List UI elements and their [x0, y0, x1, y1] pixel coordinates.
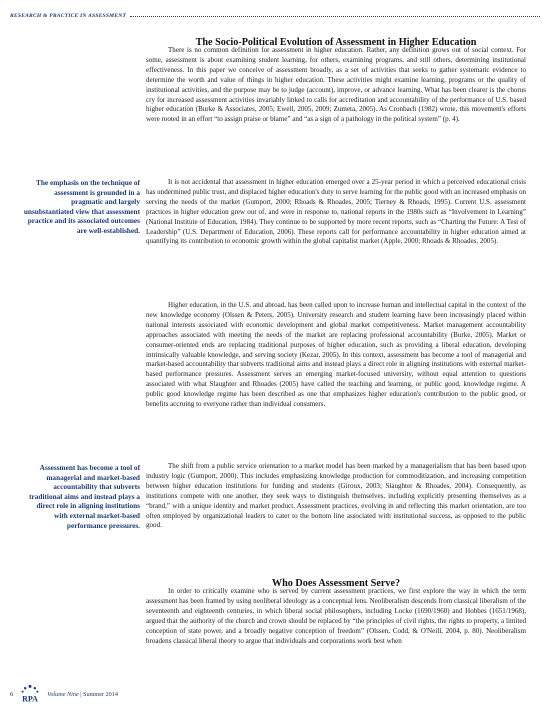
body-paragraph-4: The shift from a public service orientation to a market model has been marked by a managerialism that has been based upon industry logic (Gumport, 2000). This includes emphasizing knowledge production for commoditization, and increasing competition between higher education institutions for funding and students (Giroux, 2003; Slaughter & Rhoades, 2004). Consequently, as institutions compete with one another, they seek ways to distinguish themselves, including explicitly presenting themselves as a “brand,” with a unique identity and market product. Assessment practices, evolving in and reflecting this market orientation, are too often employed by organizational leaders to cater to the bottom line associated with institutional success, as opposed to the public good. — [146, 462, 526, 530]
pull-quote-1: The emphasis on the technique of assessment is grounded in a pragmatic and largely unsubstantiated view that assessment practice and its associated outcomes are well-established. — [23, 178, 140, 235]
section-subheading: Who Does Assessment Serve? — [271, 578, 401, 590]
footer-issue: Summer 2014 — [83, 690, 118, 698]
footer-issue-info — [47, 691, 118, 698]
body-paragraph-1: There is no common definition for assessment in higher education. Rather, any definition grows out of social context. For some, assessment is about examining student learning, for others, examining programs, and still others, determining institutional effectiveness. In this paper we conceive of assessment broadly, as a set of activities that seeks to gather systematic evidence to determine the worth and value of things in higher education. These activities might examine learning, programs or the quality of institutional activities, and the purpose may be to judge (account), improve, or advance learning. What has been clearer is the chorus cry for increased assessment activities invariably linked to calls for accreditation and accountability of the performance of U.S. based higher education (Burke & Associates, 2005; Ewell, 2005, 2009; Zumeta, 2005). As Cronbach (1982) wrote, this movement's efforts were rooted in an effort “to assign praise or blame” and “as a sign of a pathology in the political system” (p. 4). — [146, 46, 526, 124]
rpa-logo-icon — [19, 683, 41, 705]
logo-lettering: RPA — [22, 694, 39, 704]
body-paragraph-3: Higher education, in the U.S. and abroad, has been called upon to increase human and intellectual capital in the context of the new knowledge economy (Olssen & Peters, 2005). University research and student learning have been increasingly placed within national interests associated with economic development and global market competitiveness. Market management accountability approaches associated with meeting the needs of the market are replacing professional accountability (Burke, 2005). Market or consumer-oriented ends are replacing traditional purposes of higher education, such as providing a liberal education, developing intrinsically valuable knowledge, and serving society (Kezar, 2005). In this context, assessment has become a tool of managerial and market-based accountability that subverts traditional aims and instead plays a direct role in aligning institutions with external market-based performance pressures. Assessment serves an emerging market-focused university, without equal attention to questions associated with what Slaughter and Rhoades (2005) have called the teaching and learning, or public good, knowledge regime. A public good knowledge regime has been described as one that emphasizes higher education's contribution to the public good, or benefits accruing to everyone rather than individual consumers. — [146, 301, 526, 409]
page-footer — [10, 682, 118, 706]
running-head — [10, 13, 540, 19]
running-head-text: RESEARCH & PRACTICE IN ASSESSMENT — [10, 13, 127, 19]
page-number: 6 — [10, 690, 14, 698]
pull-quote-2: Assessment has become a tool of managerial and market-based accountability that subverts traditional aims and instead plays a direct role in aligning institutions with external market-based performance pressures. — [29, 463, 140, 530]
footer-separator: | — [78, 690, 84, 698]
body-paragraph-2: It is not accidental that assessment in higher education emerged over a 25-year period in which a perceived educational crisis has undermined public trust, and displaced higher education's duty to serve learning for the public good with an increased emphasis on serving the needs of the market (Gumport, 2000; Rhoads & Rhoades, 2005; Tierney & Rhoads, 1995). Current U.S. assessment practices in higher education grew out of, and were in response to, national reports in the 1980s such as “Involvement in Learning” (National Institute of Education, 1984). They continue to be supported by more recent reports, such as “Charting the Future: A Test of Leadership” (U.S. Department of Education, 2006). These reports call for performance accountability in higher education aimed at quantifying its contribution to economic growth within the global capitalist market (Apple, 2000; Rhoads & Rhoades, 2005). — [146, 178, 526, 246]
footer-volume: Volume Nine — [47, 690, 79, 698]
running-head-dotted-rule — [130, 16, 540, 17]
body-paragraph-5: In order to critically examine who is served by current assessment practices, we first explore the way in which the term assessment has been framed by using neoliberal ideology as a conceptual lens. Neoliberalism descends from classical liberalism of the seventeenth and eighteenth centuries, in which liberal social philosophers, including Locke (1690/1960) and Hobbes (1651/1968), argued that the authority of the church and crown should be replaced by “the principles of civil rights, the rights to property, a limited conception of state power, and a broadly negative conception of freedom” (Olssen, Codd, & O'Neill, 2004, p. 80). Neoliberalism broadens classical liberal theory to argue that individuals and corporations work best when — [146, 587, 526, 645]
article-title: The Socio-Political Evolution of Assessment in Higher Education — [195, 36, 477, 48]
